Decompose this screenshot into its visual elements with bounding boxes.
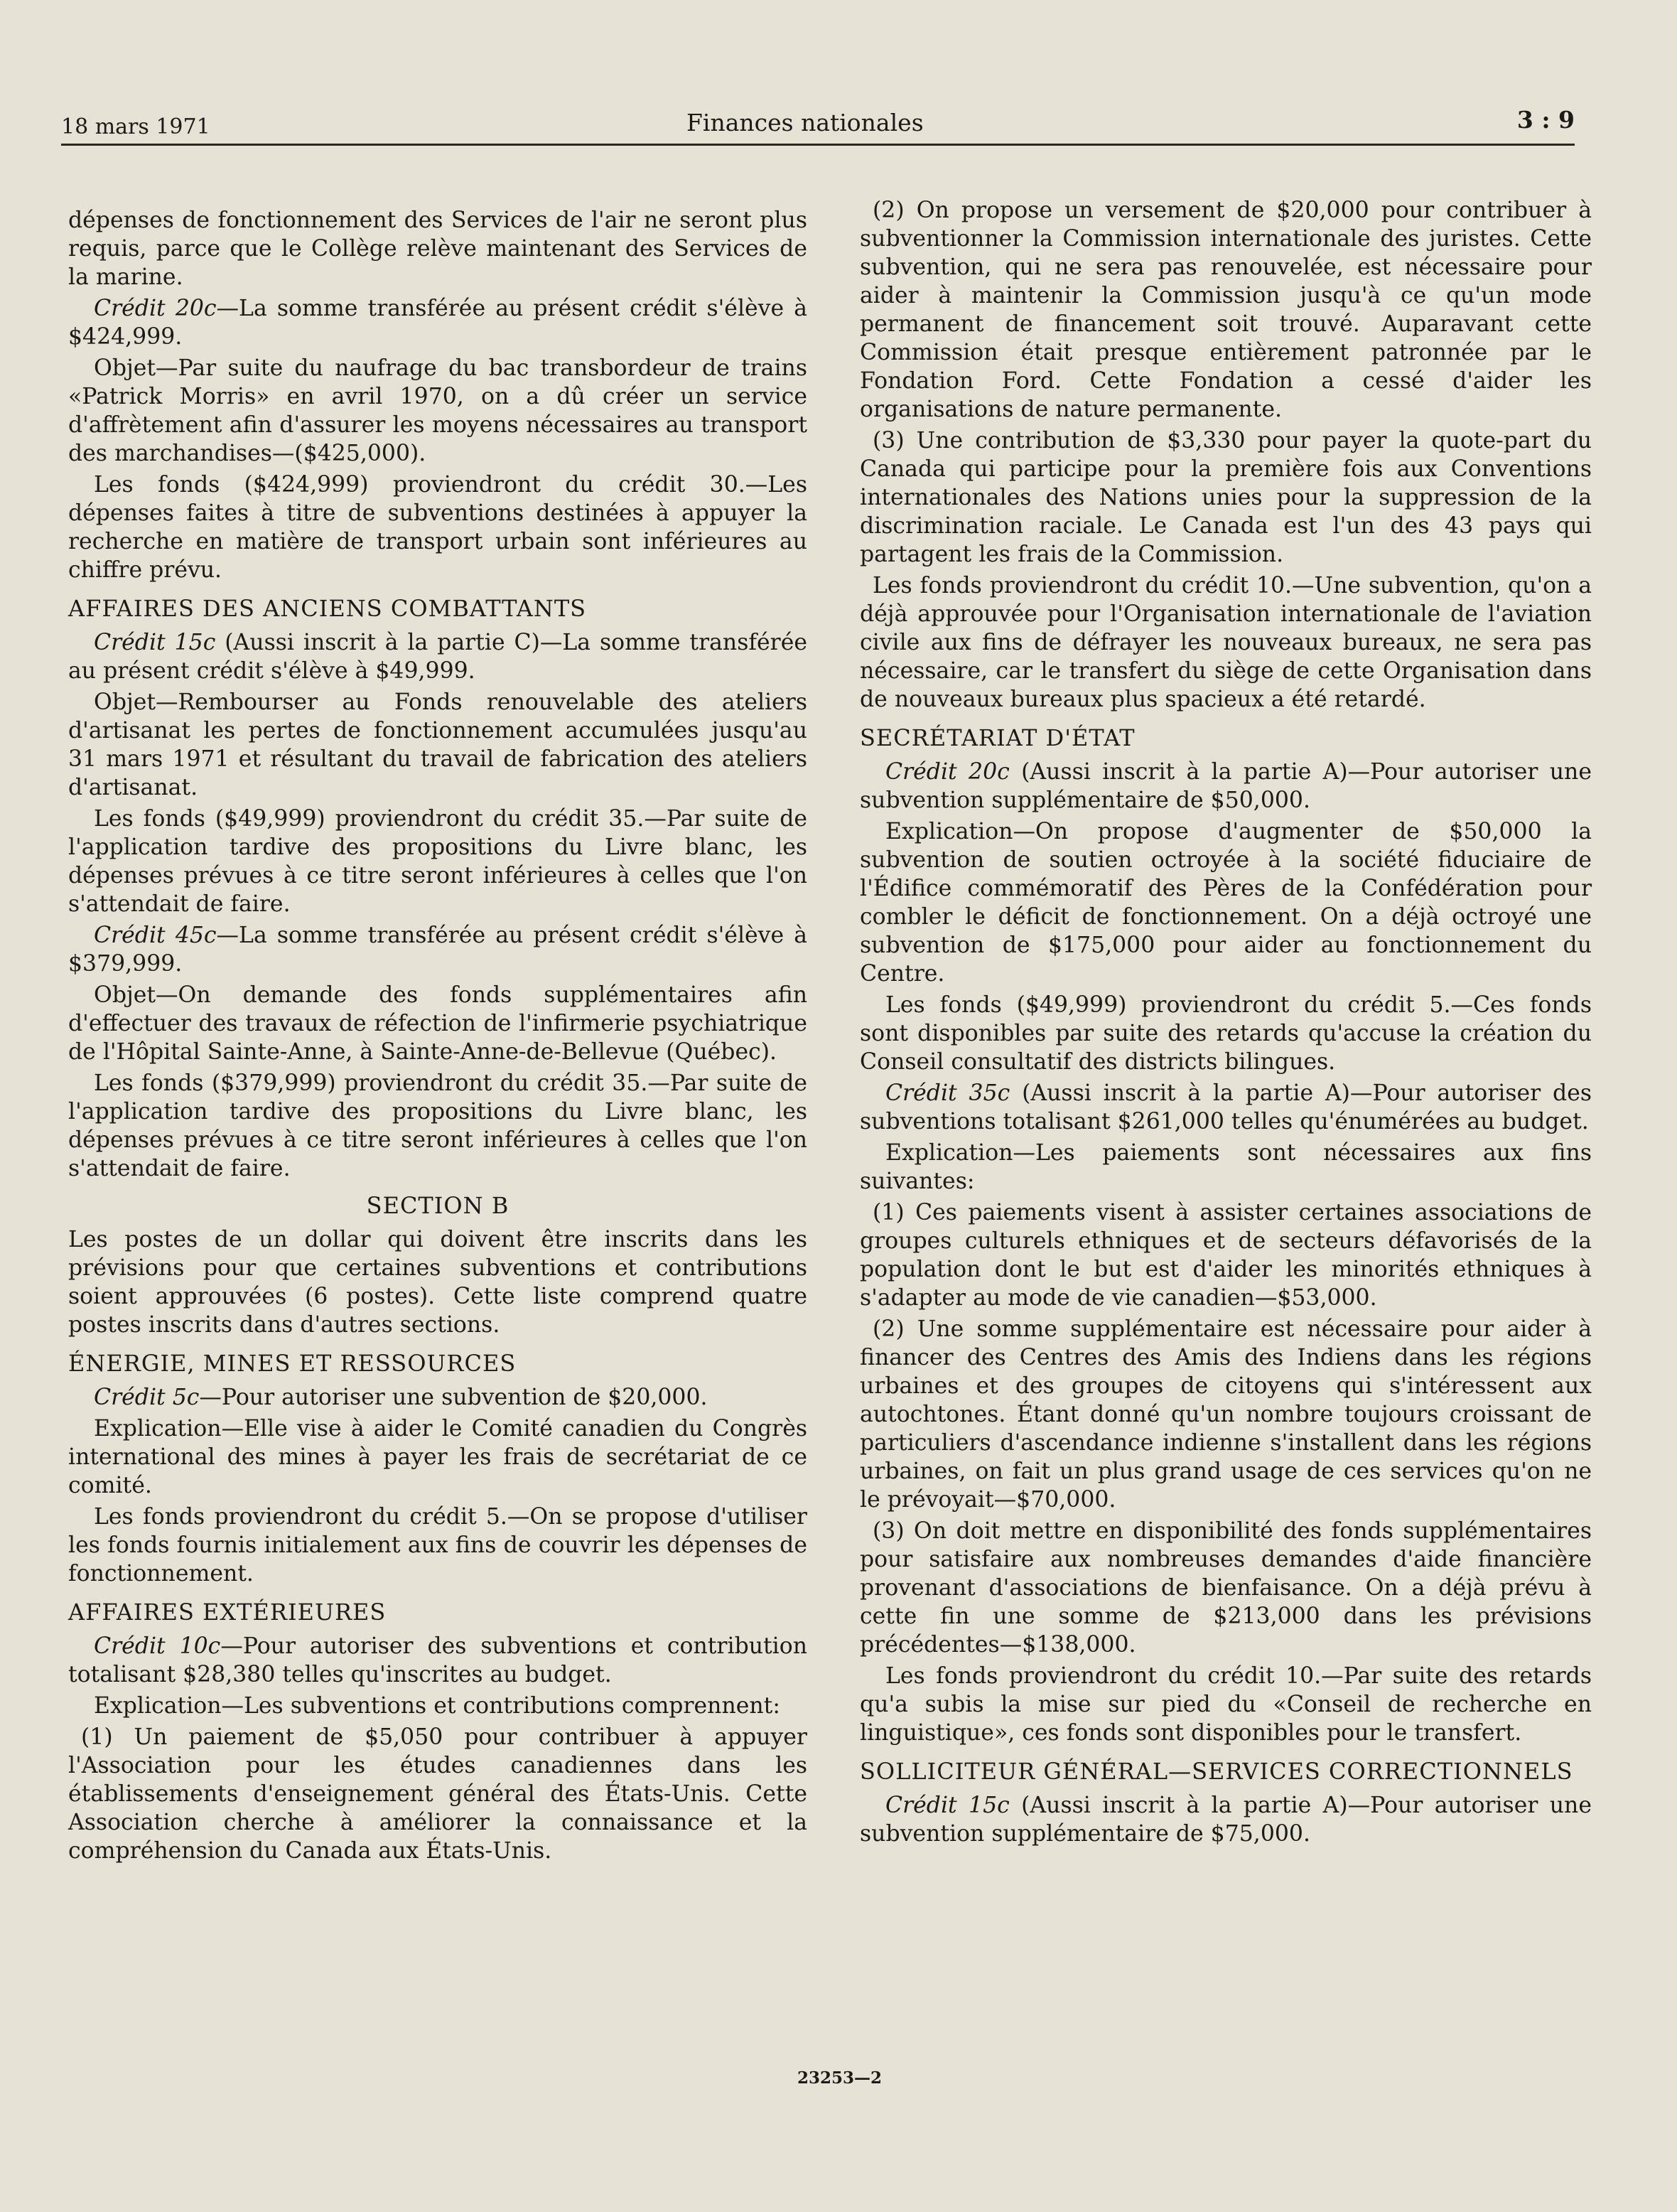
paragraph: Les postes de un dollar qui doivent être inscrits dans les prévisions pour que certaines subventions et contributions soient approuvées (6 postes). Cette liste comprend quatre postes inscrits dans d'autres sections.: [68, 1227, 807, 1338]
paragraph: [860, 1791, 1592, 1848]
paragraph: Les fonds proviendront du crédit 10.—Par suite des retards qu'a subis la mise sur pied du «Conseil de recherche en linguistique», ces fonds sont disponibles pour le transfert.: [860, 1663, 1592, 1746]
paragraph: [860, 758, 1592, 815]
credit-label: Crédit 5c: [94, 1385, 200, 1410]
paragraph: [68, 921, 807, 978]
section-heading: SOLLICITEUR GÉNÉRAL—SERVICES CORRECTIONNELS: [860, 1758, 1573, 1785]
paragraph: (1) Un paiement de $5,050 pour contribuer à appuyer l'Association pour les études canadiennes dans les établissements d'enseignement général des États-Unis. Cette Association cherche à améliorer la connaissance et la compréhension du Canada aux États-Unis.: [68, 1724, 807, 1864]
credit-text: (Aussi inscrit à la partie A)—Pour autoriser une subvention supplémentaire de $75,000.: [860, 1793, 1592, 1847]
paragraph: Objet—On demande des fonds supplémentaires afin d'effectuer des travaux de réfection de l'infirmerie psychiatrique de l'Hôpital Sainte-Anne, à Sainte-Anne-de-Bellevue (Québec).: [68, 982, 807, 1065]
paragraph: Les fonds ($49,999) proviendront du crédit 35.—Par suite de l'application tardive des propositions du Livre blanc, les dépenses prévues à ce titre seront inférieures à celles que l'on s'attendait de faire.: [68, 806, 807, 917]
paragraph: Les fonds ($49,999) proviendront du crédit 5.—Ces fonds sont disponibles par suite des retards qu'accuse la création du Conseil consultatif des districts bilingues.: [860, 992, 1592, 1075]
credit-label: Crédit 10c: [94, 1633, 221, 1659]
header-title: Finances nationales: [686, 109, 924, 136]
credit-text: (Aussi inscrit à la partie C)—La somme transférée au présent crédit s'élève à $49,999.: [68, 630, 808, 684]
page-header: [61, 100, 1575, 146]
section-heading: AFFAIRES EXTÉRIEURES: [68, 1599, 387, 1626]
paragraph: [860, 1079, 1592, 1136]
credit-text: (Aussi inscrit à la partie A)—Pour autoriser des subventions totalisant $261,000 telles qu'énumérées au budget.: [860, 1080, 1592, 1134]
paragraph: Explication—On propose d'augmenter de $50,000 la subvention de soutien octroyée à la société fiduciaire de l'Édifice commémoratif des Pères de la Confédération pour combler le déficit de fonctionnement. On a déjà octroyé une subvention de $175,000 pour aider au fonctionnement du Centre.: [860, 819, 1592, 987]
section-heading: SECTION B: [366, 1192, 509, 1219]
credit-text: —La somme transférée au présent crédit s'élève à $379,999.: [68, 923, 807, 977]
section-heading: SECRÉTARIAT D'ÉTAT: [860, 724, 1136, 751]
credit-label: Crédit 20c: [885, 759, 1010, 785]
header-date: 18 mars 1971: [61, 114, 210, 139]
credit-text: —Pour autoriser une subvention de $20,000.: [199, 1385, 708, 1410]
credit-label: Crédit 35c: [885, 1080, 1010, 1106]
paragraph: (1) Ces paiements visent à assister certaines associations de groupes culturels ethniques et de secteurs défavorisés de la population dont le but est d'aider les minorités ethniques à s'adapter au mode de vie canadien—$53,000.: [860, 1200, 1592, 1311]
paragraph: Les fonds proviendront du crédit 10.—Une subvention, qu'on a déjà approuvée pour l'Organisation internationale de l'aviation civile aux fins de défrayer les nouveaux bureaux, ne sera pas nécessaire, car le transfert du siège de cette Organisation dans de nouveaux bureaux plus spacieux a été retardé.: [860, 573, 1592, 712]
credit-label: Crédit 20c: [94, 296, 217, 321]
paragraph: (3) Une contribution de $3,330 pour payer la quote-part du Canada qui participe pour la première fois aux Conventions internationales des Nations unies pour la suppression de la discrimination raciale. Le Canada est l'un des 43 pays qui partagent les frais de la Commission.: [860, 428, 1592, 567]
credit-label: Crédit 15c: [94, 630, 216, 655]
paragraph: Explication—Les paiements sont nécessaires aux fins suivantes:: [860, 1140, 1592, 1194]
credit-text: —Pour autoriser des subventions et contribution totalisant $28,380 telles qu'inscrites au budget.: [68, 1633, 807, 1687]
paragraph: [68, 628, 807, 685]
credit-label: Crédit 45c: [94, 923, 217, 948]
right-column: [860, 196, 1592, 1851]
paragraph: [68, 1632, 807, 1689]
paragraph: (2) On propose un versement de $20,000 pour contribuer à subventionner la Commission internationale des juristes. Cette subvention, qui ne sera pas renouvelée, est nécessaire pour aider à maintenir la Commission jusqu'à ce qu'un mode permanent de financement soit trouvé. Auparavant cette Commission était presque entièrement patronnée par le Fondation Ford. Cette Fondation a cessé d'aider les organisations de nature permanente.: [860, 198, 1592, 422]
credit-label: Crédit 15c: [885, 1793, 1010, 1818]
paragraph: dépenses de fonctionnement des Services de l'air ne seront plus requis, parce que le Collège relève maintenant des Services de la marine.: [68, 208, 807, 290]
paragraph: Objet—Rembourser au Fonds renouvelable des ateliers d'artisanat les pertes de fonctionnement accumulées jusqu'au 31 mars 1971 et résultant du travail de fabrication des ateliers d'artisanat.: [68, 689, 807, 800]
credit-text: (Aussi inscrit à la partie A)—Pour autoriser une subvention supplémentaire de $50,000.: [860, 759, 1592, 813]
paragraph: [68, 294, 807, 351]
section-heading: ÉNERGIE, MINES ET RESSOURCES: [68, 1350, 517, 1377]
paragraph: [68, 1383, 807, 1412]
paragraph: (3) On doit mettre en disponibilité des fonds supplémentaires pour satisfaire aux nombreuses demandes d'aide financière provenant d'associations de bienfaisance. On a déjà prévu à cette fin une somme de $213,000 dans les prévisions précédentes—$138,000.: [860, 1518, 1592, 1658]
paragraph: Les fonds proviendront du crédit 5.—On se propose d'utiliser les fonds fournis initialement aux fins de couvrir les dépenses de fonctionnement.: [68, 1504, 807, 1586]
paragraph: Les fonds ($424,999) proviendront du crédit 30.—Les dépenses faites à titre de subventions destinées à appuyer la recherche en matière de transport urbain sont inférieures au chiffre prévu.: [68, 472, 807, 583]
left-column: [68, 206, 807, 1868]
header-page-number: 3 : 9: [1516, 106, 1575, 134]
paragraph: Explication—Les subventions et contributions comprennent:: [94, 1693, 780, 1719]
paragraph: Explication—Elle vise à aider le Comité canadien du Congrès international des mines à payer les frais de secrétariat de ce comité.: [68, 1416, 807, 1498]
credit-text: —La somme transférée au présent crédit s'élève à $424,999.: [68, 296, 807, 350]
paragraph: Les fonds ($379,999) proviendront du crédit 35.—Par suite de l'application tardive des propositions du Livre blanc, les dépenses prévues à ce titre seront inférieures à celles que l'on s'attendait de faire.: [68, 1070, 807, 1181]
section-heading: AFFAIRES DES ANCIENS COMBATTANTS: [68, 595, 587, 622]
paragraph: Objet—Par suite du naufrage du bac transbordeur de trains «Patrick Morris» en avril 1970, on a dû créer un service d'affrètement afin d'assurer les moyens nécessaires au transport des marchandises—($425,000).: [68, 355, 807, 466]
footer-code: 23253—2: [797, 2068, 883, 2088]
paragraph: (2) Une somme supplémentaire est nécessaire pour aider à financer des Centres des Amis des Indiens dans les régions urbaines et des groupes de citoyens qui s'intéressent aux autochtones. Étant donné qu'un nombre toujours croissant de particuliers d'ascendance indienne s'installent dans les régions urbaines, on fait un plus grand usage de ces services qu'on ne le prévoyait—$70,000.: [860, 1316, 1592, 1513]
